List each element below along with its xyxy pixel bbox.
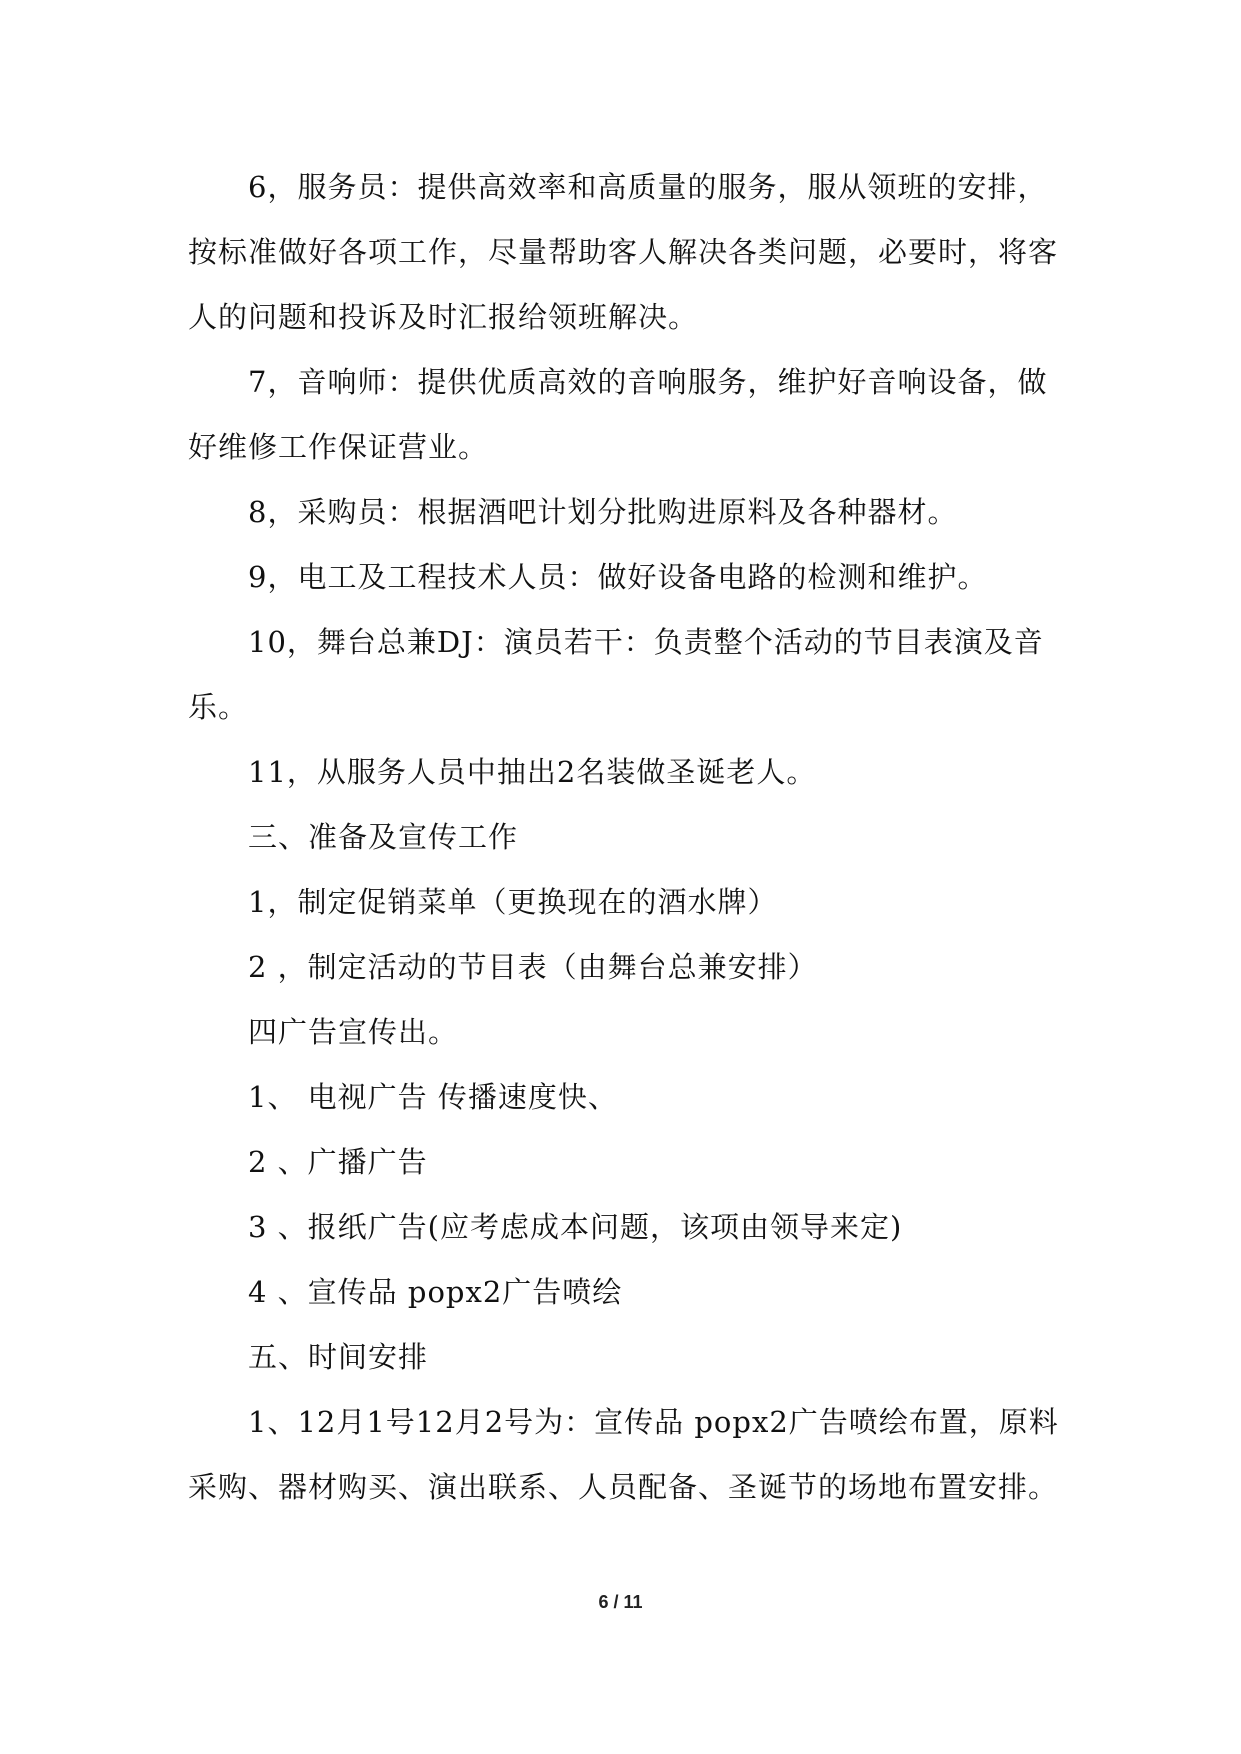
paragraph-sound-engineer: 7，音响师：提供优质高效的音响服务，维护好音响设备，做好维修工作保证营业。 <box>188 365 1048 464</box>
paragraph-waiter: 6，服务员：提供高效率和高质量的服务，服从领班的安排，按标准做好各项工作，尽量帮助客人解决各类问题，必要时，将客人的问题和投诉及时汇报给领班解决。 <box>188 170 1059 334</box>
section-heading-preparation: 三、准备及宣传工作 <box>248 820 519 854</box>
list-item-program: 2 ，制定活动的节目表（由舞台总兼安排） <box>248 950 818 984</box>
document-body <box>188 155 1068 1520</box>
list-item-promo-material: 4 、宣传品 popx2广告喷绘 <box>248 1275 623 1309</box>
list-item-menu: 1，制定促销菜单（更换现在的酒水牌） <box>248 885 778 919</box>
list-item-newspaper-ad: 3 、报纸广告(应考虑成本问题，该项由领导来定) <box>248 1210 903 1244</box>
section-heading-schedule: 五、时间安排 <box>248 1340 429 1374</box>
paragraph-stage-dj: 10，舞台总兼DJ：演员若干：负责整个活动的节目表演及音乐。 <box>188 625 1044 724</box>
paragraph-purchaser: 8，采购员：根据酒吧计划分批购进原料及各种器材。 <box>248 495 958 529</box>
list-item-tv-ad: 1、 电视广告 传播速度快、 <box>248 1080 618 1114</box>
paragraph-electrician: 9，电工及工程技术人员：做好设备电路的检测和维护。 <box>248 560 988 594</box>
paragraph-santa: 11，从服务人员中抽出2名装做圣诞老人。 <box>248 755 817 789</box>
section-heading-advertising: 四广告宣传出。 <box>248 1015 459 1049</box>
list-item-radio-ad: 2 、广播广告 <box>248 1145 428 1179</box>
list-item-schedule-dec: 1、12月1号12月2号为：宣传品 popx2广告喷绘布置，原料采购、器材购买、演出联系、人员配备、圣诞节的场地布置安排。 <box>188 1405 1059 1504</box>
page-number: 6 / 11 <box>598 1592 643 1612</box>
